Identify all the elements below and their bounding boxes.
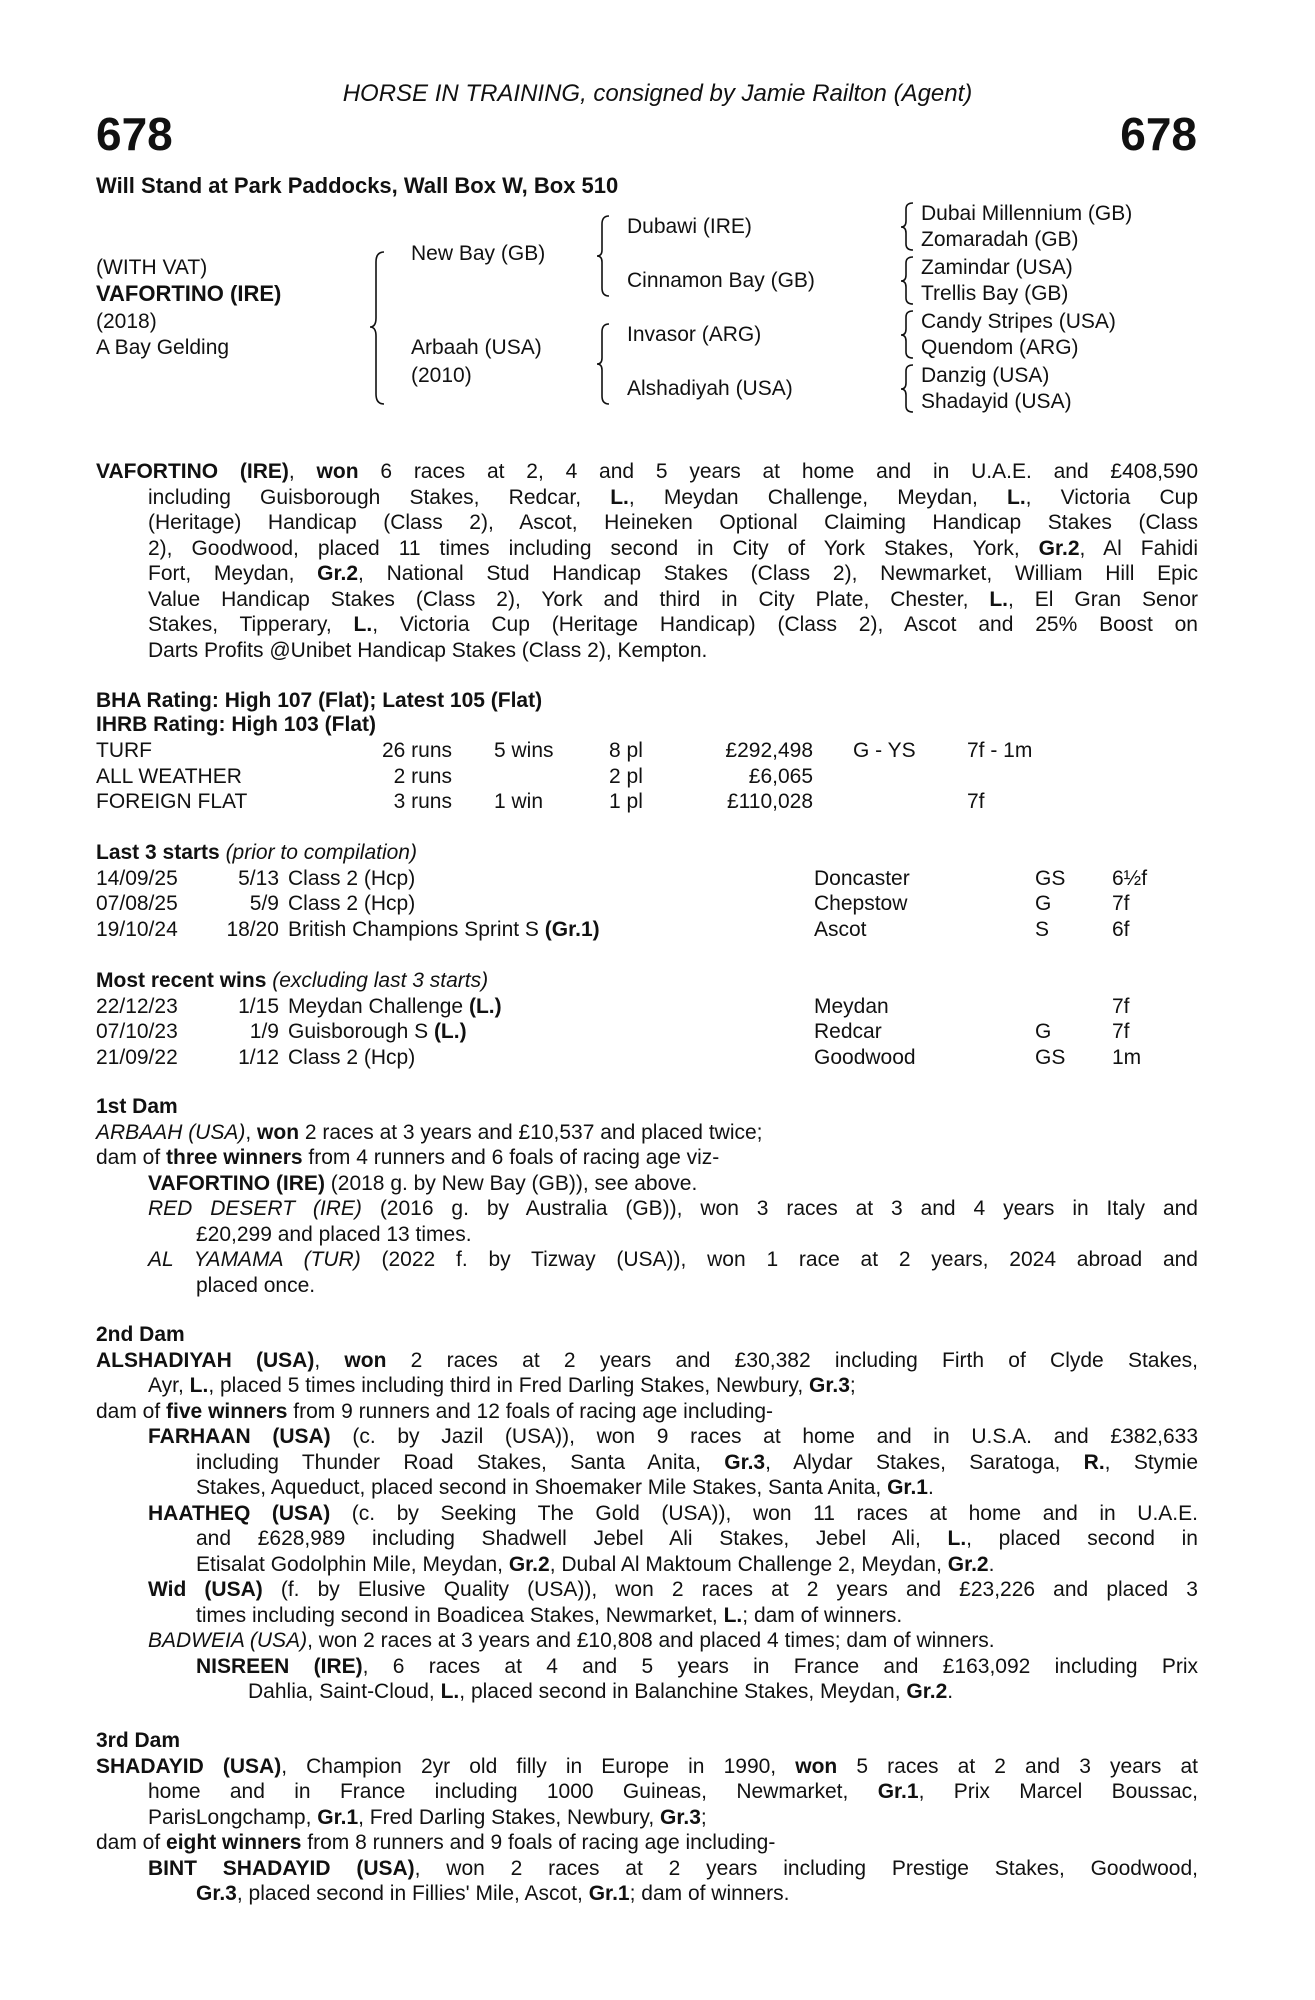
text-run: from 8 runners and 9 foals of racing age including- <box>301 1831 776 1854</box>
text-run: . <box>947 1680 954 1703</box>
text-run: (2022 f. by Tizway (USA)), won 1 race at 2 years, 2024 abroad and <box>360 1248 1198 1271</box>
race-position: 1/9 <box>249 1020 279 1043</box>
text-run: , Al Fahidi <box>1079 536 1198 560</box>
second-dam <box>96 1322 1198 1705</box>
stat-going: G - YS <box>853 739 916 762</box>
section-heading: 1st Dam <box>96 1095 178 1118</box>
race-name <box>288 1045 415 1071</box>
pedigree-gen4: Danzig (USA) <box>921 364 1050 387</box>
text-run: , Stymie <box>1104 1450 1198 1474</box>
text-run: L. <box>189 1374 209 1397</box>
text-run: home and in France including 1000 Guineas, Newmarket, <box>148 1780 878 1803</box>
text-line <box>96 1856 1198 1882</box>
text-line <box>96 536 1198 562</box>
race-position: 18/20 <box>226 917 279 941</box>
race-date: 07/08/25 <box>96 892 178 915</box>
text-line <box>96 612 1198 638</box>
text-run: , Prix Marcel Boussac, <box>918 1780 1198 1803</box>
stat-runs: 2 runs <box>393 764 452 788</box>
text-line <box>96 1450 1198 1476</box>
section-heading: Most recent wins <box>96 969 267 992</box>
section-heading: Last 3 starts <box>96 841 220 864</box>
race-grade: (Gr.1) <box>544 917 600 941</box>
text-run: Stakes, Aqueduct, placed second in Shoemaker Mile Stakes, Santa Anita, <box>196 1476 888 1499</box>
text-run: Stakes, Tipperary, <box>148 613 354 636</box>
text-run: (2016 g. by Australia (GB)), won 3 races at 3 and 4 years in Italy and <box>361 1197 1198 1220</box>
text-run: , Victoria Cup (Heritage Handicap) (Class 2), Ascot and 25% Boost on <box>372 613 1198 636</box>
text-run: ; dam of winners. <box>742 1603 903 1627</box>
text-line <box>96 510 1198 536</box>
text-line <box>96 638 1198 664</box>
brace-icon <box>901 311 913 358</box>
text-run: Fort, Meydan, <box>148 562 318 585</box>
text-run: 2 races at 3 years and £10,537 and placed twice; <box>299 1120 763 1144</box>
stat-prize: £6,065 <box>748 764 813 788</box>
text-line <box>96 1501 1198 1527</box>
text-run: Gr.1 <box>877 1780 919 1803</box>
brace-icon <box>901 365 913 412</box>
text-run: R. <box>1083 1450 1105 1474</box>
third-dam <box>96 1728 1198 1907</box>
text-line <box>96 1247 1198 1273</box>
text-line <box>96 1196 1198 1222</box>
text-run: Dahlia, Saint-Cloud, <box>248 1680 441 1703</box>
text-run: VAFORTINO (IRE) <box>96 460 289 483</box>
text-line <box>96 1577 1198 1603</box>
lot-number-right: 678 <box>1120 108 1197 160</box>
text-line <box>96 1399 1198 1425</box>
text-run: , Fred Darling Stakes, Newbury, <box>358 1805 661 1829</box>
stat-runs: 3 runs <box>393 790 452 813</box>
text-run: , placed second in <box>966 1527 1198 1550</box>
lot-number-left: 678 <box>96 108 173 160</box>
text-run: , Victoria Cup <box>1025 485 1198 509</box>
text-run: VAFORTINO (IRE) <box>148 1171 325 1195</box>
text-run: 6 races at 2, 4 and 5 years at home and in U.A.E. and £408,590 <box>358 460 1199 483</box>
race-date: 19/10/24 <box>96 917 178 941</box>
stats-row <box>96 738 1198 764</box>
text-run: Gr.3 <box>809 1374 850 1397</box>
pedigree-braces <box>0 0 1315 430</box>
pedigree-gen3: Invasor (ARG) <box>627 323 762 346</box>
text-run: Gr.2 <box>508 1552 550 1576</box>
race-course: Goodwood <box>814 1045 916 1069</box>
text-line <box>96 1830 1198 1856</box>
race-date: 21/09/22 <box>96 1045 178 1069</box>
race-distance: 6f <box>1112 917 1130 941</box>
text-run: . <box>927 1476 934 1499</box>
text-run: won <box>344 1348 387 1372</box>
race-row <box>96 994 1198 1020</box>
text-run: £20,299 and placed 13 times. <box>196 1222 472 1246</box>
text-line <box>96 1475 1198 1501</box>
text-line <box>96 1273 1198 1299</box>
race-going: S <box>1035 917 1050 941</box>
text-run: 2 races at 2 years and £30,382 including Firth of Clyde Stakes, <box>386 1348 1199 1372</box>
horse-year: (2018) <box>96 310 157 333</box>
text-run: (2018 g. by New Bay (GB)), see above. <box>324 1171 698 1195</box>
brace-icon <box>597 216 609 296</box>
text-run: Gr.3 <box>660 1805 701 1829</box>
text-run: , National Stud Handicap Stakes (Class 2), Newmarket, William Hill Epic <box>358 562 1198 585</box>
stat-surface: FOREIGN FLAT <box>96 790 248 813</box>
text-run: BADWEIA (USA) <box>148 1629 308 1652</box>
text-run: FARHAAN (USA) <box>148 1425 331 1448</box>
text-run: L. <box>1007 485 1026 509</box>
brace-icon <box>901 203 913 250</box>
text-run: Gr.2 <box>317 562 359 585</box>
catalogue-header: HORSE IN TRAINING, consigned by Jamie Railton (Agent) <box>342 80 973 107</box>
text-line <box>96 1120 1198 1146</box>
text-run: ; <box>700 1805 707 1829</box>
text-run: won <box>316 460 359 483</box>
stat-wins: 1 win <box>494 790 544 813</box>
stat-placed: 1 pl <box>609 790 643 813</box>
text-run: Gr.3 <box>196 1882 237 1905</box>
race-course: Redcar <box>814 1020 882 1043</box>
text-line <box>96 1654 1198 1680</box>
text-run: L. <box>610 485 629 509</box>
stats-row <box>96 764 1198 790</box>
dam-year: (2010) <box>411 364 472 387</box>
third-dam-text <box>96 1754 1198 1907</box>
race-name <box>288 994 502 1020</box>
text-run: Gr.1 <box>887 1476 928 1499</box>
race-going: GS <box>1035 866 1066 890</box>
race-position: 5/13 <box>238 866 279 890</box>
text-run: , placed second in Fillies' Mile, Ascot, <box>236 1882 589 1905</box>
stat-surface: ALL WEATHER <box>96 764 242 788</box>
first-dam-text <box>96 1120 1198 1299</box>
section-heading: 2nd Dam <box>96 1323 185 1346</box>
text-run: dam of <box>96 1831 167 1854</box>
stats-row <box>96 789 1198 815</box>
race-row <box>96 917 1198 943</box>
race-title: Meydan Challenge <box>288 994 469 1018</box>
stabling-location: Will Stand at Park Paddocks, Wall Box W, Box 510 <box>96 173 619 198</box>
text-run: Etisalat Godolphin Mile, Meydan, <box>196 1552 509 1576</box>
text-run: L. <box>947 1527 967 1550</box>
text-run: . <box>988 1552 995 1576</box>
text-run: won <box>257 1120 300 1144</box>
horse-name: VAFORTINO (IRE) <box>96 281 282 306</box>
text-run: , 6 races at 4 and 5 years in France and £163,092 including Prix <box>362 1654 1198 1678</box>
text-run: from 9 runners and 12 foals of racing age including- <box>287 1399 774 1423</box>
race-title: Class 2 (Hcp) <box>288 1045 416 1069</box>
race-name <box>288 866 415 892</box>
text-run: including Thunder Road Stakes, Santa Anita, <box>196 1450 725 1474</box>
text-line <box>96 1679 1198 1705</box>
text-run: , <box>245 1120 258 1144</box>
text-line <box>96 1222 1198 1248</box>
text-run: , Champion 2yr old filly in Europe in 1990, <box>281 1754 796 1778</box>
text-run: L. <box>723 1603 743 1627</box>
text-run: , won 2 races at 2 years including Prestige Stakes, Goodwood, <box>414 1856 1198 1880</box>
text-run: HAATHEQ (USA) <box>148 1501 331 1525</box>
text-run: from 4 runners and 6 foals of racing age viz- <box>302 1146 720 1169</box>
text-run: five winners <box>166 1399 288 1423</box>
race-course: Chepstow <box>814 892 908 915</box>
text-run: dam of <box>96 1399 167 1423</box>
race-distance: 1m <box>1112 1045 1142 1069</box>
text-line <box>96 1348 1198 1374</box>
stat-prize: £110,028 <box>726 790 813 813</box>
text-run: ; <box>849 1374 856 1397</box>
text-line <box>96 1145 1198 1171</box>
text-line <box>96 1373 1198 1399</box>
bha-rating: BHA Rating: High 107 (Flat); Latest 105 (Flat) <box>96 689 543 712</box>
race-distance: 7f <box>1112 892 1130 915</box>
text-line <box>96 1628 1198 1654</box>
text-run: Ayr, <box>148 1374 190 1397</box>
text-line <box>96 1603 1198 1629</box>
text-line <box>96 459 1198 485</box>
text-run: Gr.2 <box>947 1552 989 1576</box>
text-run: (c. by Jazil (USA)), won 9 races at home and in U.S.A. and £382,633 <box>330 1425 1198 1448</box>
pedigree-gen3: Alshadiyah (USA) <box>627 377 793 400</box>
text-run: times including second in Boadicea Stakes, Newmarket, <box>196 1603 724 1627</box>
second-dam-text <box>96 1348 1198 1705</box>
race-row <box>96 891 1198 917</box>
vat-note: (WITH VAT) <box>96 256 208 279</box>
pedigree-gen3: Cinnamon Bay (GB) <box>627 269 815 292</box>
brace-icon <box>370 252 384 404</box>
pedigree-gen4: Zomaradah (GB) <box>921 228 1079 251</box>
text-run: ; dam of winners. <box>629 1882 790 1905</box>
text-run: 5 races at 2 and 3 years at <box>837 1754 1198 1778</box>
pedigree-gen4: Zamindar (USA) <box>921 256 1073 279</box>
text-run: , <box>288 460 317 483</box>
text-run: NISREEN (IRE) <box>196 1654 363 1678</box>
race-grade: (L.) <box>433 1020 467 1043</box>
recent-wins <box>96 968 1198 1070</box>
text-line <box>96 485 1198 511</box>
text-run: , placed second in Balanchine Stakes, Meydan, <box>459 1680 907 1703</box>
race-title: Class 2 (Hcp) <box>288 866 416 890</box>
text-line <box>96 1805 1198 1831</box>
section-note: (excluding last 3 starts) <box>266 969 489 992</box>
text-run: Wid (USA) <box>148 1578 263 1601</box>
brace-icon <box>901 257 913 304</box>
stat-placed: 2 pl <box>609 764 643 788</box>
text-run: dam of <box>96 1146 167 1169</box>
text-run: BINT SHADAYID (USA) <box>148 1856 415 1880</box>
pedigree-gen3: Dubawi (IRE) <box>627 215 752 238</box>
text-run: Gr.1 <box>588 1882 630 1905</box>
text-line <box>96 561 1198 587</box>
dam: Arbaah (USA) <box>411 336 542 359</box>
text-run: Gr.2 <box>906 1680 948 1703</box>
text-run: won <box>795 1754 838 1778</box>
race-name <box>288 891 415 917</box>
section-note: (prior to compilation) <box>219 841 417 864</box>
race-distance: 7f <box>1112 1020 1130 1043</box>
stat-wins: 5 wins <box>494 739 554 762</box>
stats-table <box>96 738 1198 815</box>
text-run: , <box>314 1348 345 1372</box>
ihrb-rating: IHRB Rating: High 103 (Flat) <box>96 713 377 736</box>
race-title: Class 2 (Hcp) <box>288 892 416 915</box>
race-distance: 6½f <box>1112 866 1148 890</box>
race-going: GS <box>1035 1045 1066 1069</box>
text-line <box>96 1526 1198 1552</box>
text-run: L. <box>353 613 373 636</box>
pedigree-gen4: Dubai Millennium (GB) <box>921 202 1133 225</box>
first-dam <box>96 1094 1198 1298</box>
race-going: G <box>1035 892 1052 915</box>
text-run: , Dubal Al Maktoum Challenge 2, Meydan, <box>549 1552 948 1576</box>
text-line <box>96 1171 1198 1197</box>
text-run: 2), Goodwood, placed 11 times including second in City of York Stakes, York, <box>148 536 1039 560</box>
race-position: 5/9 <box>249 892 279 915</box>
text-run: Gr.2 <box>1038 536 1080 560</box>
race-course: Doncaster <box>814 866 910 890</box>
race-record-summary <box>96 459 1198 663</box>
race-row <box>96 1019 1198 1045</box>
stat-distance: 7f - 1m <box>967 739 1033 762</box>
text-run: (Heritage) Handicap (Class 2), Ascot, Heineken Optional Claiming Handicap Stakes (Class <box>148 511 1198 534</box>
text-run: (c. by Seeking The Gold (USA)), won 11 races at home and in U.A.E. <box>330 1501 1198 1525</box>
race-position: 1/12 <box>238 1045 279 1069</box>
stat-prize: £292,498 <box>725 739 813 762</box>
text-run: L. <box>989 587 1009 611</box>
text-run: Darts Profits @Unibet Handicap Stakes (Class 2), Kempton. <box>148 638 708 662</box>
race-row <box>96 1045 1198 1071</box>
text-run: Value Handicap Stakes (Class 2), York and third in City Plate, Chester, <box>148 587 990 611</box>
text-line <box>96 1424 1198 1450</box>
text-line <box>96 1779 1198 1805</box>
pedigree-gen4: Shadayid (USA) <box>921 390 1072 413</box>
stat-runs: 26 runs <box>381 739 452 762</box>
last-starts <box>96 840 1198 942</box>
text-run: AL YAMAMA (TUR) <box>148 1248 361 1271</box>
race-title: Guisborough S <box>288 1020 434 1043</box>
text-line <box>96 1881 1198 1907</box>
text-run: , placed 5 times including third in Fred Darling Stakes, Newbury, <box>208 1374 810 1397</box>
text-run: including Guisborough Stakes, Redcar, <box>148 485 611 509</box>
race-name <box>288 917 600 943</box>
text-run: ALSHADIYAH (USA) <box>96 1348 315 1372</box>
race-going: G <box>1035 1020 1052 1043</box>
text-run: , Meydan Challenge, Meydan, <box>628 485 1007 509</box>
pedigree-table <box>0 0 1315 430</box>
race-name <box>288 1019 467 1045</box>
text-run: ARBAAH (USA) <box>96 1120 246 1144</box>
brace-icon <box>597 324 609 404</box>
text-run: SHADAYID (USA) <box>96 1754 282 1778</box>
text-run: three winners <box>166 1146 303 1169</box>
sire: New Bay (GB) <box>411 242 546 265</box>
stat-placed: 8 pl <box>609 739 643 762</box>
text-run: eight winners <box>166 1831 302 1854</box>
text-run: placed once. <box>196 1273 316 1297</box>
race-date: 22/12/23 <box>96 994 178 1018</box>
text-line <box>96 587 1198 613</box>
text-line <box>96 1754 1198 1780</box>
text-run: RED DESERT (IRE) <box>148 1197 362 1220</box>
race-course: Meydan <box>814 994 889 1018</box>
text-run: , Alydar Stakes, Saratoga, <box>765 1450 1084 1474</box>
text-run: ParisLongchamp, <box>148 1805 318 1829</box>
horse-description: A Bay Gelding <box>96 336 230 359</box>
pedigree-gen4: Trellis Bay (GB) <box>921 282 1069 305</box>
pedigree-gen4: Quendom (ARG) <box>921 336 1079 359</box>
race-course: Ascot <box>814 917 867 941</box>
text-run: (f. by Elusive Quality (USA)), won 2 races at 2 years and £23,226 and placed 3 <box>262 1578 1198 1601</box>
section-heading: 3rd Dam <box>96 1729 181 1752</box>
race-distance: 7f <box>1112 994 1130 1018</box>
race-position: 1/15 <box>238 994 279 1018</box>
stat-surface: TURF <box>96 739 152 762</box>
text-run: , El Gran Senor <box>1008 587 1199 611</box>
race-date: 14/09/25 <box>96 866 178 890</box>
race-row <box>96 866 1198 892</box>
race-title: British Champions Sprint S <box>288 917 545 941</box>
text-run: Gr.3 <box>724 1450 766 1474</box>
pedigree-gen4: Candy Stripes (USA) <box>921 310 1116 333</box>
text-line <box>96 1552 1198 1578</box>
race-date: 07/10/23 <box>96 1020 178 1043</box>
text-run: L. <box>440 1680 460 1703</box>
stat-distance: 7f <box>967 790 985 813</box>
race-grade: (L.) <box>468 994 502 1018</box>
text-run: Gr.1 <box>317 1805 359 1829</box>
text-run: , won 2 races at 3 years and £10,808 and placed 4 times; dam of winners. <box>307 1629 995 1652</box>
text-run: and £628,989 including Shadwell Jebel Ali Stakes, Jebel Ali, <box>196 1527 948 1550</box>
